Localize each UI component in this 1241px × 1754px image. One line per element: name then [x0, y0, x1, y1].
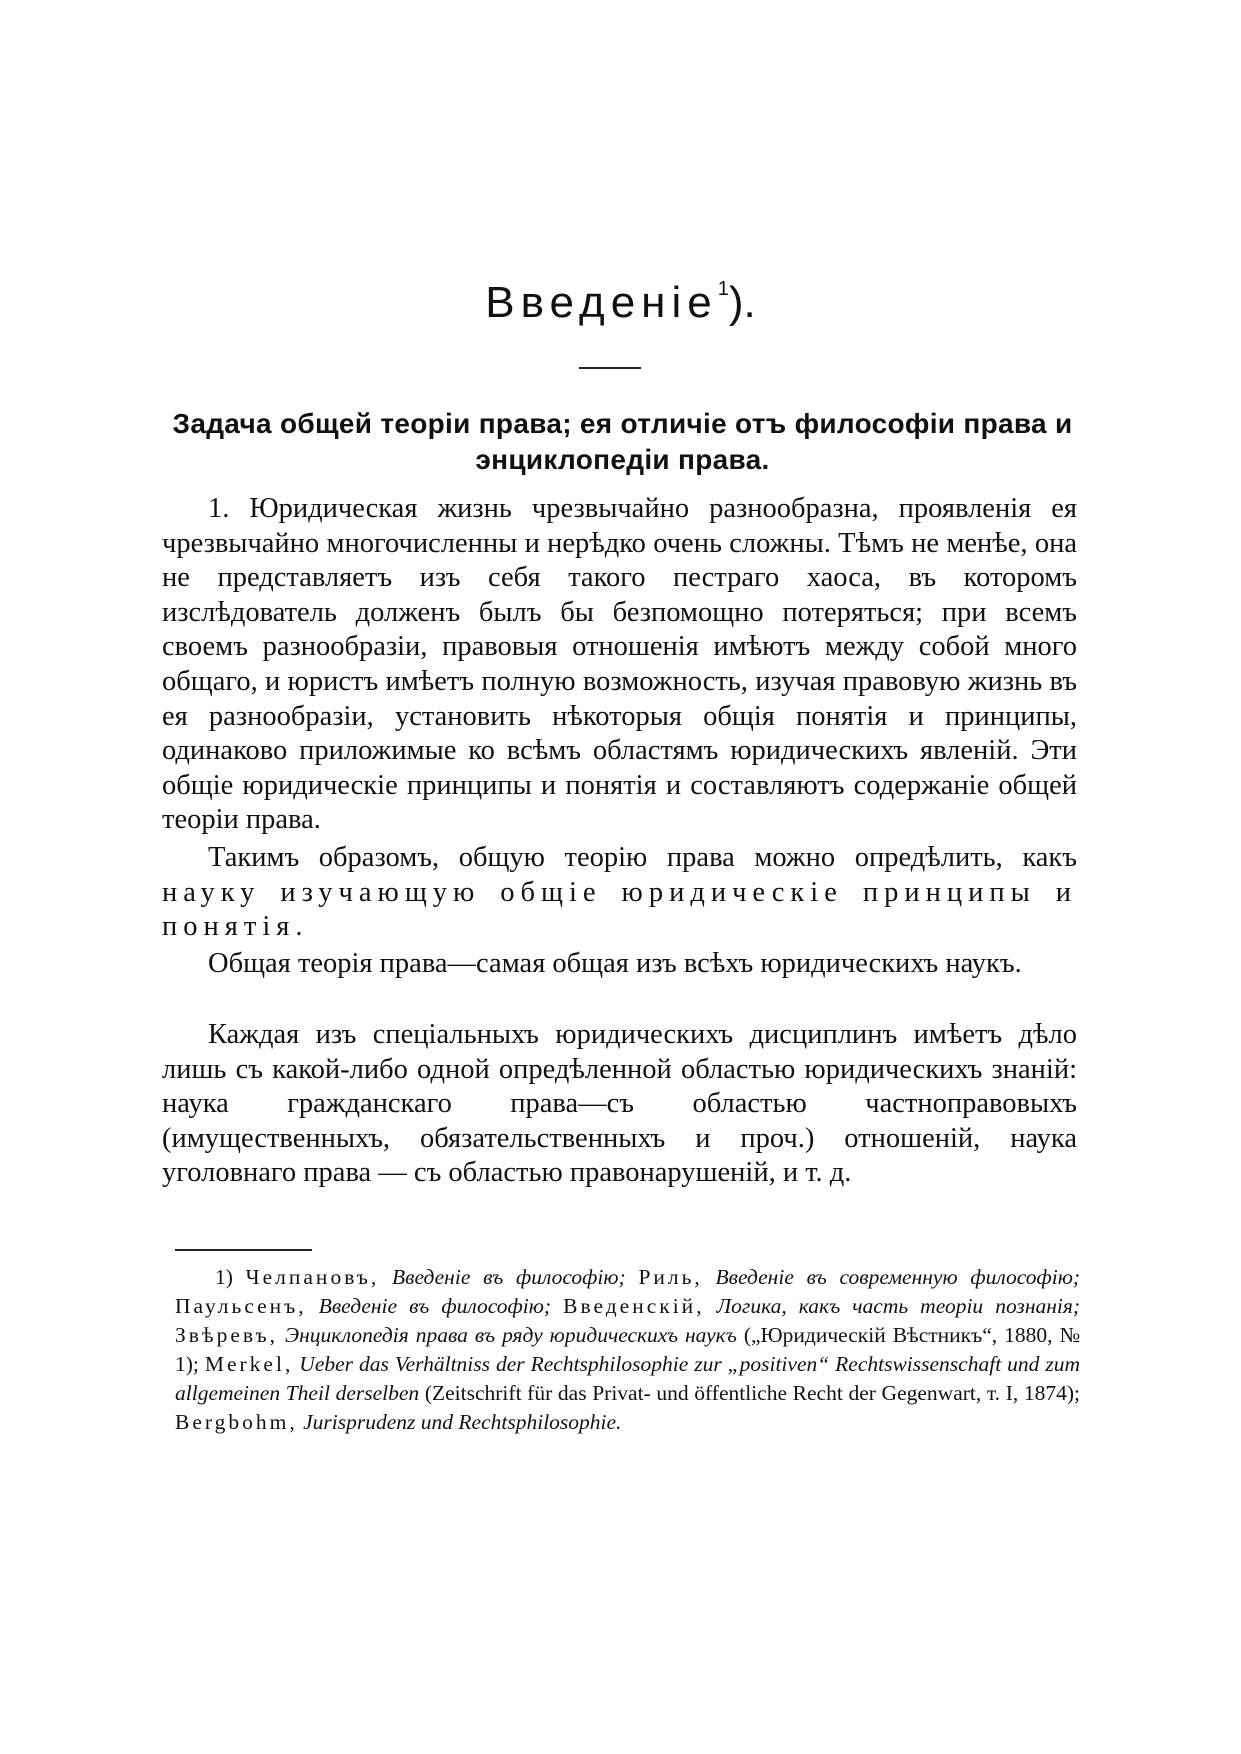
- footnote-title-4: Логика, какъ часть теоріи познанія;: [716, 1294, 1081, 1318]
- footnote-author-2: Риль,: [638, 1265, 703, 1289]
- footnote-author-6: Merkel,: [204, 1352, 294, 1376]
- paragraph-2-definition: науку изучающую общіе юридическіе принципы и понятія.: [162, 876, 1077, 943]
- title-footnote-mark: 1: [717, 278, 729, 300]
- footnote-title-2: Введеніе въ современную философію;: [715, 1265, 1081, 1289]
- paragraph-3: Общая теорія права—самая общая изъ всѣхъ юридическихъ наукъ.: [208, 948, 1022, 979]
- footnote-author-7: Bergbohm,: [175, 1410, 298, 1434]
- paragraph-2: [162, 841, 1077, 945]
- title-close: ).: [728, 278, 756, 327]
- footnote-divider: [175, 1249, 312, 1251]
- footnote-title-6: Ueber das Verhältniss der Rechtsphilosophie zur „positiven“ Rechtswissenschaft und zum allgemeinen Theil derselben: [175, 1352, 1080, 1405]
- footnote-source-5: („Юридическій Вѣстникъ“, 1880, № 1);: [175, 1323, 1081, 1376]
- footnote-source-6: (Zeitschrift für das Privat- und öffentliche Recht der Gegenwart, т. I, 1874);: [424, 1381, 1081, 1405]
- chapter-title: [0, 278, 1241, 328]
- paragraph-2-lead: Такимъ образомъ, общую теорію права можно опредѣлить, какъ: [208, 842, 1077, 873]
- title-word: Введенie: [485, 278, 718, 327]
- paragraph-1: 1. Юридическая жизнь чрезвычайно разнообразна, проявленія ея чрезвычайно многочисленны и нерѣдко очень сложны. Тѣмъ не менѣе, она не представляетъ изъ себя такого пестраго хаоса, въ которомъ изслѣдователь долженъ былъ бы безпомощно потеряться; при всемъ своемъ разнообразіи, правовыя отношенія имѣютъ между собой много общаго, и юристъ имѣетъ полную возможность, изучая правовую жизнь въ ея разнообразіи, установить нѣкоторыя общія понятія и принципы, одинаково приложимые ко всѣмъ областямъ юридическихъ явленій. Эти общіе юридическіе принципы и понятія и составляютъ содержаніе общей теоріи права.: [162, 493, 1077, 836]
- footnote-title-1: Введеніе въ философію;: [392, 1265, 626, 1289]
- footnote-author-3: Паульсенъ,: [175, 1294, 307, 1318]
- title-divider: [579, 367, 641, 369]
- paragraph-4: Каждая изъ спеціальныхъ юридическихъ дисциплинъ имѣетъ дѣло лишь съ какой-либо одной опредѣленной областью юридическихъ знаній: наука гражданскаго права—съ областью частноправовыхъ (имущественныхъ, обязательственныхъ и проч.) отношеній, наука уголовнаго права — съ областью правонарушеній, и т. д.: [162, 1019, 1077, 1189]
- footnote-author-1: Челпановъ,: [245, 1265, 380, 1289]
- footnote: [175, 1263, 1080, 1437]
- footnote-author-4: Введенскій,: [563, 1294, 705, 1318]
- footnote-mark: 1): [215, 1265, 233, 1289]
- footnote-title-7: Jurisprudenz und Rechtsphilosophie.: [303, 1410, 622, 1434]
- section-subtitle: Задача общей теоріи права; ея отличіе отъ философіи права и энциклопедіи права.: [172, 408, 1073, 475]
- footnote-title-5: Энциклопедія права въ ряду юридическихъ наукъ: [285, 1323, 737, 1347]
- footnote-author-5: Звѣревъ,: [175, 1323, 278, 1347]
- footnote-title-3: Введеніе въ философію;: [318, 1294, 552, 1318]
